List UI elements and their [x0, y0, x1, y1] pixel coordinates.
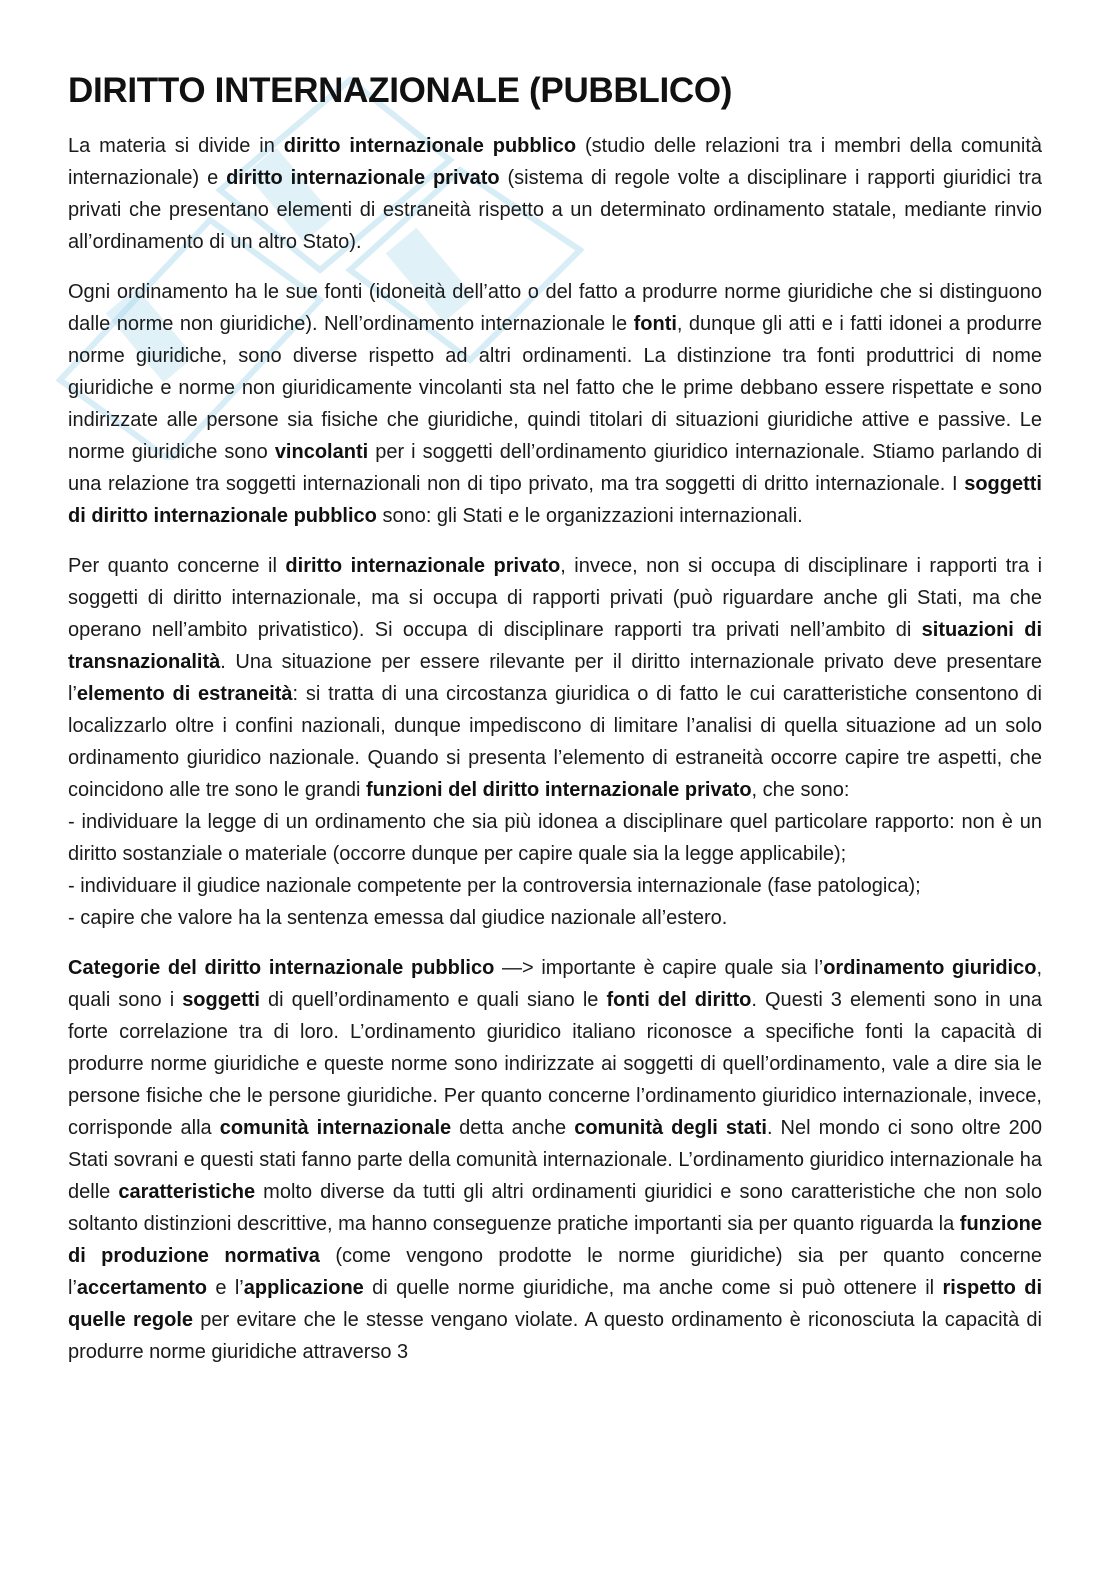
bold-term: funzioni del diritto internazionale privato: [365, 779, 752, 801]
text-run: di quelle norme giuridiche, ma anche come si può ottenere il: [363, 1277, 943, 1299]
text-run: (studio delle relazioni tra i membri della comunità internazionale) e: [68, 135, 1043, 189]
bold-term: soggetti di diritto internazionale pubblico: [68, 473, 1042, 527]
list-item: - capire che valore ha la sentenza emessa dal giudice nazionale all’estero.: [68, 907, 728, 929]
text-run: per i soggetti dell’ordinamento giuridico internazionale. Stiamo parlando di una relazione tra soggetti internazionali non di tipo privato, ma tra soggetti di dritto internazionale. I: [68, 441, 1042, 495]
text-run: e l’: [206, 1277, 244, 1299]
bold-term: situazioni di transnazionalità: [68, 619, 1043, 673]
text-run: di quell’ordinamento e quali siano le: [259, 989, 607, 1011]
bold-term: fonti del diritto: [606, 989, 752, 1011]
text-run: Ogni ordinamento ha le sue fonti (idoneità dell’atto o del fatto a produrre norme giuridiche che si distinguono dalle norme non giuridiche). Nell’ordinamento internazionale le: [68, 281, 1042, 335]
text-run: per evitare che le stesse vengano violate. A questo ordinamento è riconosciuta la capacità di produrre norme giuridiche attraverso 3: [68, 1309, 1042, 1363]
bold-term: elemento di estraneità: [76, 683, 293, 705]
bold-term: applicazione: [243, 1277, 364, 1299]
text-run: (come vengono prodotte le norme giuridiche) sia per quanto concerne l’: [68, 1245, 1042, 1299]
bold-term: fonti: [633, 313, 677, 335]
text-run: , che sono:: [751, 779, 850, 801]
bold-term: diritto internazionale privato: [285, 555, 561, 577]
text-run: . Nel mondo ci sono oltre 200 Stati sovrani e questi stati fanno parte della comunità internazionale. L’ordinamento giuridico internazionale ha delle: [68, 1117, 1042, 1203]
text-run: molto diverse da tutti gli altri ordinamenti giuridici e sono caratteristiche che non solo soltanto distinzioni descrittive, ma hanno conseguenze pratiche importanti sia per quanto riguarda la: [68, 1181, 1043, 1235]
text-run: : si tratta di una circostanza giuridica o di fatto le cui caratteristiche consentono di localizzarlo oltre i confini nazionali, dunque impediscono di limitare l’analisi di quella situazione ad un solo ordinamento giuridico nazionale. Quando si presenta l’elemento di estraneità occorre capire tre aspetti, che coincidono alle tre sono le grandi: [68, 683, 1042, 801]
text-run: , invece, non si occupa di disciplinare i rapporti tra i soggetti di diritto internazionale, ma si occupa di rapporti privati (può riguardare anche gli Stati, ma che operano nell’ambito privatistico). Si occupa di disciplinare rapporti tra privati nell’ambito di: [68, 555, 1043, 641]
bold-term: Categorie del diritto internazionale pubblico: [68, 957, 495, 979]
paragraph-fonti: [68, 276, 1042, 532]
bold-term: diritto internazionale privato: [226, 167, 500, 189]
bold-term: ordinamento giuridico: [823, 957, 1037, 979]
text-run: detta anche: [451, 1117, 575, 1139]
text-run: La materia si divide in: [68, 135, 284, 157]
bold-term: soggetti: [182, 989, 260, 1011]
bold-term: caratteristiche: [118, 1181, 256, 1203]
list-item: - individuare il giudice nazionale competente per la controversia internazionale (fase patologica);: [68, 875, 921, 897]
text-run: . Questi 3 elementi sono in una forte correlazione tra di loro. L’ordinamento giuridico italiano riconosce a specifiche fonti la capacità di produrre norme giuridiche e queste norme sono indirizzate ai soggetti di quell’ordinamento, vale a dire sia le persone fisiche che le persone giuridiche. Per quanto concerne l’ordinamento giuridico internazionale, invece, corrisponde alla: [68, 989, 1042, 1139]
text-run: , dunque gli atti e i fatti idonei a produrre norme giuridiche, sono diverse rispetto ad altri ordinamenti. La distinzione tra fonti produttrici di nome giuridiche e norme non giuridicamente vincolanti sta nel fatto che le prime debbano essere rispettate e sono indirizzate alle persone sia fisiche che giuridiche, quindi titolari di situazioni giuridiche attive e passive. Le norme giuridiche sono: [68, 313, 1042, 463]
paragraph-categorie: [68, 952, 1042, 1368]
text-run: Per quanto concerne il: [68, 555, 286, 577]
bold-term: comunità internazionale: [219, 1117, 452, 1139]
text-run: , quali sono i: [68, 957, 1042, 1011]
list-item: - individuare la legge di un ordinamento che sia più idonea a disciplinare quel particolare rapporto: non è un diritto sostanziale o materiale (occorre dunque per capire quale sia la legge applicabile);: [68, 811, 1042, 865]
text-run: (sistema di regole volte a disciplinare i rapporti giuridici tra privati che presentano elementi di estraneità rispetto a un determinato ordinamento statale, mediante rinvio all’ordinamento di un altro Stato).: [68, 167, 1042, 253]
bold-term: vincolanti: [274, 441, 369, 463]
bold-term: rispetto di quelle regole: [68, 1277, 1043, 1331]
document-page: [68, 70, 1042, 1386]
bold-term: funzione di produzione normativa: [68, 1213, 1042, 1267]
paragraph-privato: [68, 550, 1042, 806]
bold-term: diritto internazionale pubblico: [283, 135, 577, 157]
bold-term: comunità degli stati: [574, 1117, 767, 1139]
text-run: —> importante è capire quale sia l’: [494, 957, 824, 979]
bold-term: accertamento: [76, 1277, 207, 1299]
paragraph-intro: [68, 130, 1042, 258]
text-run: . Una situazione per essere rilevante per il diritto internazionale privato deve presentare l’: [68, 651, 1042, 705]
document-title: DIRITTO INTERNAZIONALE (PUBBLICO): [68, 71, 733, 110]
text-run: sono: gli Stati e le organizzazioni internazionali.: [376, 505, 803, 527]
